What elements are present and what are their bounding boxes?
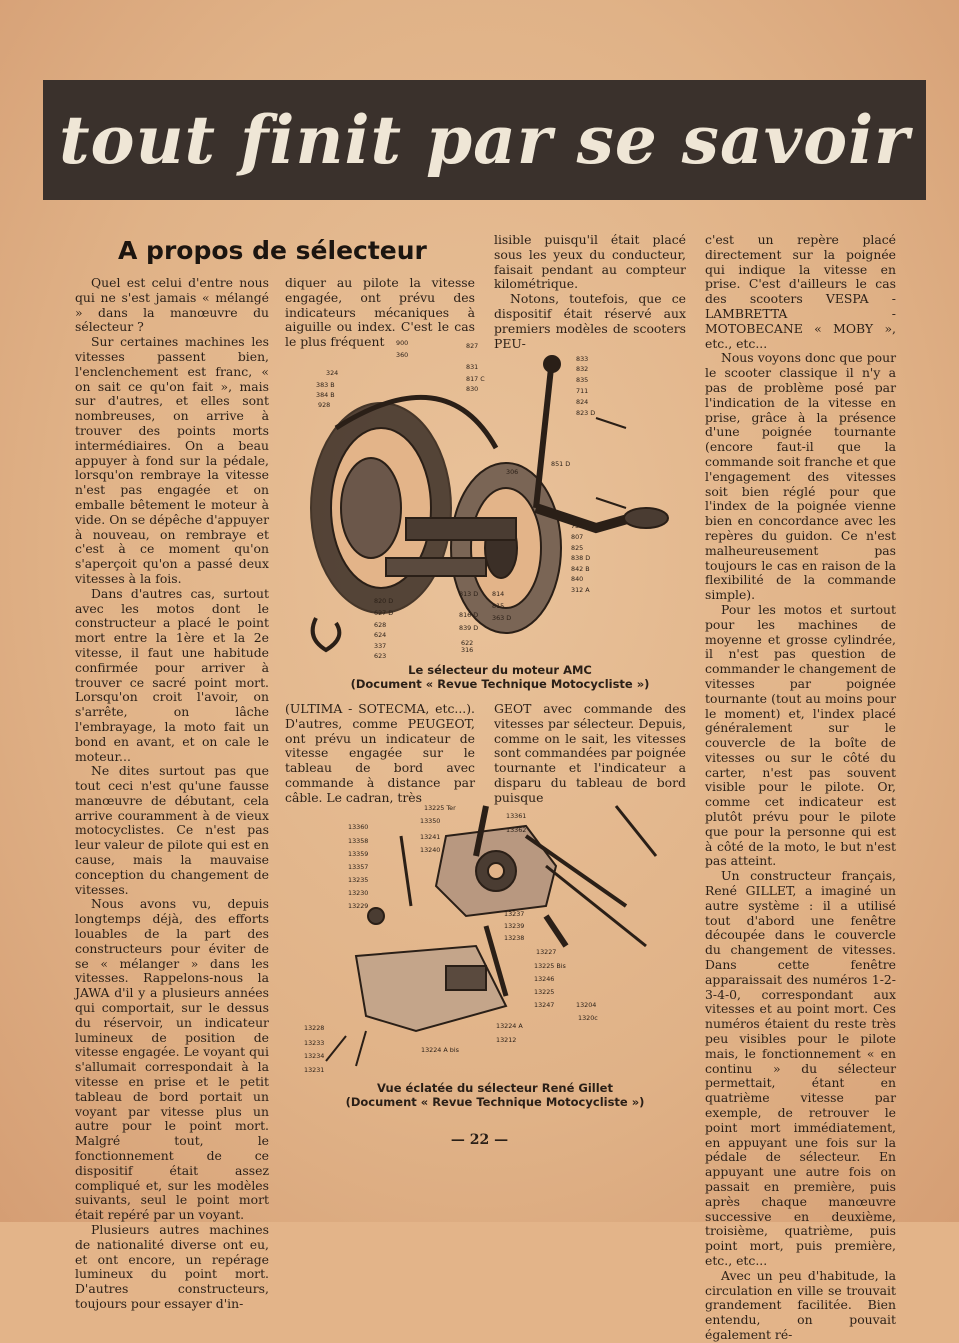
- callout-label: 827: [466, 342, 479, 350]
- paragraph: diquer au pilote la vitesse engagée, ont prévu des indicateurs mécaniques à aiguille ou index. C'est le cas le plus fréquent: [285, 275, 475, 350]
- callout-label: 363 D: [492, 614, 512, 622]
- callout-label: 814: [492, 590, 505, 598]
- callout-label: 13238: [504, 934, 525, 942]
- figure-1-caption: [300, 663, 700, 691]
- callout-label: 900: [396, 339, 409, 347]
- callout-label: 13246: [534, 975, 555, 983]
- figure-2-caption-title: Vue éclatée du sélecteur René Gillet: [377, 1081, 613, 1095]
- callout-label: 825: [571, 544, 584, 552]
- callout-label: 824: [576, 398, 589, 406]
- callout-label: 13241: [420, 833, 441, 841]
- callout-label: 823 D: [576, 409, 596, 417]
- paragraph: Notons, toutefois, que ce dispositif était réservé aux premiers modèles de scooters PEU-: [494, 291, 686, 351]
- callout-label: 833: [576, 355, 589, 363]
- column-3-top: [494, 233, 686, 351]
- callout-label: 624: [374, 631, 387, 639]
- figure-1-caption-title: Le sélecteur du moteur AMC: [408, 663, 592, 677]
- callout-label: 840: [571, 575, 584, 583]
- callout-label: 337: [374, 642, 387, 650]
- callout-label: 306: [506, 468, 519, 476]
- callout-label: 711: [576, 387, 589, 395]
- paragraph: Nous avons vu, depuis longtemps déjà, des efforts louables de la part des constructeurs pour éviter de se « mélanger » dans les vitesses. Rappelons-nous la JAWA d'il y a plusieurs années qui comportait, sur le dessus du réservoir, un indicateur lumineux de position de vitesse engagée. Le voyant qui s'allumait correspondait à la vitesse en prise et le petit tableau de bord portait un voyant par vitesse plus un autre pour le point mort. Malgré tout, le fonctionnement de ce dispositif était assez compliqué et, sur les modèles suivants, seul le point mort était repéré par un voyant.: [75, 896, 269, 1223]
- callout-label: 13225 Bis: [534, 962, 566, 970]
- callout-label: 13228: [304, 1024, 325, 1032]
- callout-label: 830: [466, 385, 479, 393]
- column-4: [705, 233, 896, 1343]
- callout-label: 312 A: [571, 586, 590, 594]
- figure-2-caption-source: (Document « Revue Technique Motocycliste »): [345, 1095, 645, 1109]
- callout-label: 851 D: [551, 460, 571, 468]
- callout-label: 831: [466, 363, 479, 371]
- callout-label: 807: [571, 533, 584, 541]
- callout-label: 1320c: [578, 1014, 598, 1022]
- amc-engine-drawing: [311, 356, 668, 650]
- callout-label: 324: [326, 369, 339, 377]
- paragraph: (ULTIMA - SOTECMA, etc...). D'autres, comme PEUGEOT, ont prévu un indicateur de vitesse engagée sur le tableau de bord avec commande à distance par câble. Le cadran, très: [285, 701, 475, 805]
- title-banner: [43, 80, 926, 200]
- paragraph: Un constructeur français, René GILLET, a imaginé un autre système : il a utilisé tout d'abord une fenêtre découpée dans le couvercle du changement de vitesses. Dans cette fenêtre apparaissait des numéros 1-2-3-4-0, correspondant aux vitesses et au point mort. Ces numéros étaient du reste très peu visibles pour le pilote mais, le fonctionnement « en continu » du sélecteur permettait, étant en quatrième vitesse par exemple, de retrouver le point mort immédiatement, en appuyant une fois sur la pédale de sélecteur. En appuyant une autre fois on passait en première, puis après chaque manœuvre successive en deuxième, troisième, quatrième, puis point mort, puis première, etc., etc...: [705, 868, 896, 1268]
- paragraph: GEOT avec commande des vitesses par sélecteur. Depuis, comme on le sait, les vitesses sont commandées par poignée tournante et l'indicateur a disparu du tableau de bord puisque: [494, 701, 686, 805]
- callout-label: 13225: [534, 988, 555, 996]
- paragraph: Quel est celui d'entre nous qui ne s'est jamais « mélangé » dans la manœuvre du sélecteur ?: [75, 275, 269, 335]
- paragraph: Nous voyons donc que pour le scooter classique il n'y a pas de problème posé par l'indication de la vitesse en prise, grâce à la présence d'une poignée tournante (encore faut-il que la commande soit franche et que l'engagement des vitesses soit bien réglé pour que l'index de la poignée vienne bien en concordance avec les repères du guidon. Ce n'est malheureusement pas toujours le cas en raison de la flexibilité de la commande simple).: [705, 350, 896, 603]
- callout-label: 816 D: [459, 611, 479, 619]
- callout-label: 360: [396, 351, 409, 359]
- callout-label: 813 D: [459, 590, 479, 598]
- callout-label: 838 D: [571, 554, 591, 562]
- callout-label: 13237: [504, 910, 525, 918]
- callout-label: 623: [374, 652, 387, 660]
- callout-label: 815: [492, 602, 505, 610]
- callout-label: 13358: [348, 837, 369, 845]
- callout-label: 13362: [506, 826, 527, 834]
- callout-label: 732: [571, 522, 584, 530]
- gillet-exploded-drawing: [326, 806, 656, 1066]
- paragraph: Pour les motos et surtout pour les machines de moyenne et grosse cylindrée, il n'est pas question de commander le changement de vitesses par poignée tournante (tout au moins pour le moment) et, l'index placé généralement sur le couvercle de la boîte de vitesses ou sur le côté du carter, n'est pas souvent visible pour le pilote. Or, comme cet indicateur est plutôt prévu pour le pilote que pour la personne qui est à côté de la moto, le but n'est pas atteint.: [705, 601, 896, 869]
- banner-title: tout finit par se savoir: [59, 101, 910, 179]
- callout-label: 839 D: [459, 624, 479, 632]
- callout-label: 13224 A: [496, 1022, 523, 1030]
- callout-label: 13350: [420, 817, 441, 825]
- article-headline: A propos de sélecteur: [118, 236, 427, 265]
- figure-2-caption: [300, 1081, 690, 1109]
- callout-label: 13224 A bis: [421, 1046, 459, 1054]
- callout-label: 13239: [504, 922, 525, 930]
- callout-label: 820 D: [374, 597, 394, 605]
- paragraph: Sur certaines machines les vitesses passent bien, l'enclenchement est franc, « on sait ce qu'on fait », mais sur d'autres, et elles sont nombreuses, on arrive à trouver des points morts intermédiaires. On a beau appuyer à fond sur la pédale, lorsqu'on rembraye la vitesse n'est pas engagée et on emballe bêtement le moteur à vide. On se dépêche d'appuyer à nouveau, on rembraye et c'est à ce moment qu'on s'aperçoit qu'on a passé deux vitesses à la fois.: [75, 334, 269, 586]
- callout-label: 842 B: [571, 565, 590, 573]
- callout-label: 13231: [304, 1066, 325, 1074]
- paragraph: Avec un peu d'habitude, la circulation en ville se trouvait grandement facilitée. Bien entendu, on pouvait également ré-: [705, 1267, 896, 1342]
- callout-label: 383 B: [316, 381, 335, 389]
- callout-label: 13240: [420, 846, 441, 854]
- callout-label: 13227: [536, 948, 557, 956]
- figure-gillet-selector: [296, 796, 690, 1076]
- callout-label: 832: [576, 365, 589, 373]
- callout-label: 13247: [534, 1001, 555, 1009]
- callout-label: 628: [374, 621, 387, 629]
- callout-label: 627 D: [374, 609, 394, 617]
- callout-label: 13359: [348, 850, 369, 858]
- callout-label: 928: [318, 401, 331, 409]
- paragraph: Dans d'autres cas, surtout avec les motos dont le constructeur a placé le point mort entre la 1ère et la 2e vitesse, il faut une habitude confirmée pour arriver à trouver ce sacré point mort. Lorsqu'on croit l'avoir, on s'arrête, on lâche l'embrayage, la moto fait un bond en avant, et on cale le moteur...: [75, 585, 269, 764]
- paragraph: Plusieurs autres machines de nationalité diverse ont eu, et ont encore, un repérage lumineux du point mort. D'autres constructeurs, toujours pour essayer d'in-: [75, 1222, 269, 1311]
- paragraph: Ne dites surtout pas que tout ceci n'est qu'une fausse manœuvre de débutant, cela arrive couramment à de vieux motocyclistes. Ce n'est pas leur valeur de pilote qui est en cause, mais la mauvaise conception du changement de vitesses.: [75, 763, 269, 897]
- callout-label: 13230: [348, 889, 369, 897]
- callout-label: 384 B: [316, 391, 335, 399]
- callout-label: 817 C: [466, 375, 485, 383]
- callout-label: 622: [461, 639, 474, 647]
- callout-label: 13229: [348, 902, 369, 910]
- callout-label: 13235: [348, 876, 369, 884]
- column-2-mid: [285, 702, 475, 806]
- page-number: — 22 —: [450, 1132, 509, 1148]
- callout-label: 316: [461, 646, 474, 654]
- callout-label: 13360: [348, 823, 369, 831]
- paragraph: lisible puisqu'il était placé sous les yeux du conducteur, faisait pendant au compteur kilométrique.: [494, 232, 686, 292]
- callout-label: 13357: [348, 863, 369, 871]
- callout-label: 835: [576, 376, 589, 384]
- paragraph: c'est un repère placé directement sur la poignée qui indique la vitesse en prise. C'est d'ailleurs le cas des scooters VESPA - LAMBRETTA - MOTOBECANE « MOBY », etc., etc...: [705, 232, 896, 351]
- callout-label: 13212: [496, 1036, 517, 1044]
- figure-1-caption-source: (Document « Revue Technique Motocycliste »): [350, 677, 650, 691]
- column-3-mid: [494, 702, 686, 806]
- figure-amc-selector: [296, 338, 696, 660]
- callout-label: 13361: [506, 812, 527, 820]
- callout-label: 13204: [576, 1001, 597, 1009]
- callout-label: 13234: [304, 1052, 325, 1060]
- callout-label: 13233: [304, 1039, 325, 1047]
- column-1: [75, 276, 269, 1312]
- callout-label: 13225 Ter: [424, 804, 456, 812]
